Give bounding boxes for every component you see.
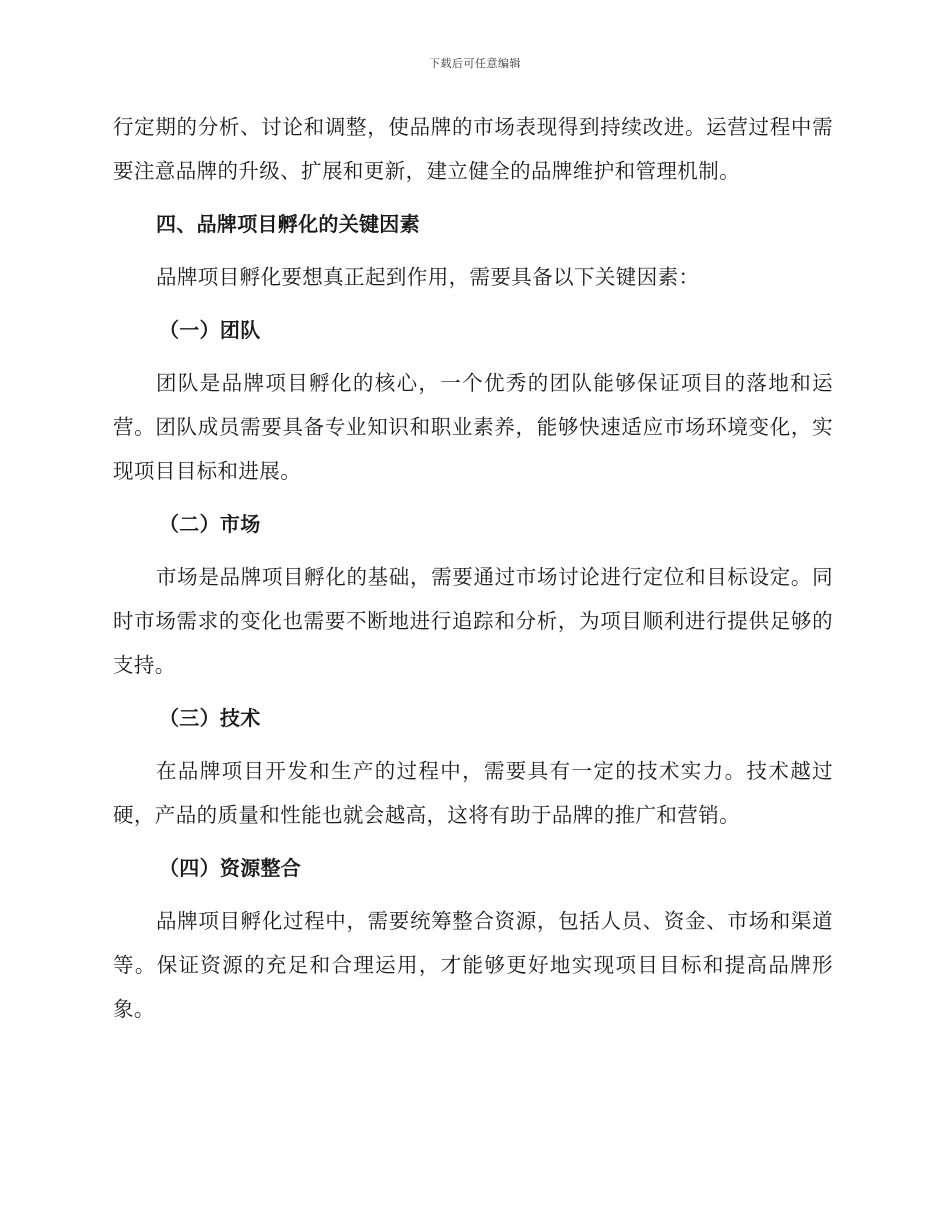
- paragraph-intro: 品牌项目孵化要想真正起到作用，需要具备以下关键因素：: [156, 265, 700, 289]
- subheading-market: （二）市场: [159, 512, 261, 536]
- subheading-team: （一）团队: [159, 318, 261, 342]
- paragraph-team: 团队是品牌项目孵化的核心，一个优秀的团队能够保证项目的落地和运营。团队成员需要具备专业知识和职业素养，能够快速适应市场环境变化，实现项目目标和进展。: [113, 371, 833, 483]
- paragraph-tech: 在品牌项目开发和生产的过程中，需要具有一定的技术实力。技术越过硬，产品的质量和性能也就会越高，这将有助于品牌的推广和营销。: [113, 759, 833, 827]
- paragraph-market: 市场是品牌项目孵化的基础，需要通过市场讨论进行定位和目标设定。同时市场需求的变化也需要不断地进行追踪和分析，为项目顺利进行提供足够的支持。: [113, 565, 833, 677]
- subheading-tech: （三）技术: [159, 706, 261, 730]
- paragraph-continuation: 行定期的分析、讨论和调整，使品牌的市场表现得到持续改进。运营过程中需要注意品牌的升级、扩展和更新，建立健全的品牌维护和管理机制。: [113, 115, 833, 183]
- section-heading: 四、品牌项目孵化的关键因素: [156, 212, 420, 236]
- page-header: 下载后可任意编辑: [429, 57, 521, 70]
- paragraph-resource: 品牌项目孵化过程中，需要统筹整合资源，包括人员、资金、市场和渠道等。保证资源的充足和合理运用，才能够更好地实现项目目标和提高品牌形象。: [113, 909, 833, 1021]
- subheading-resource: （四）资源整合: [159, 856, 302, 880]
- document-body: [113, 105, 833, 1040]
